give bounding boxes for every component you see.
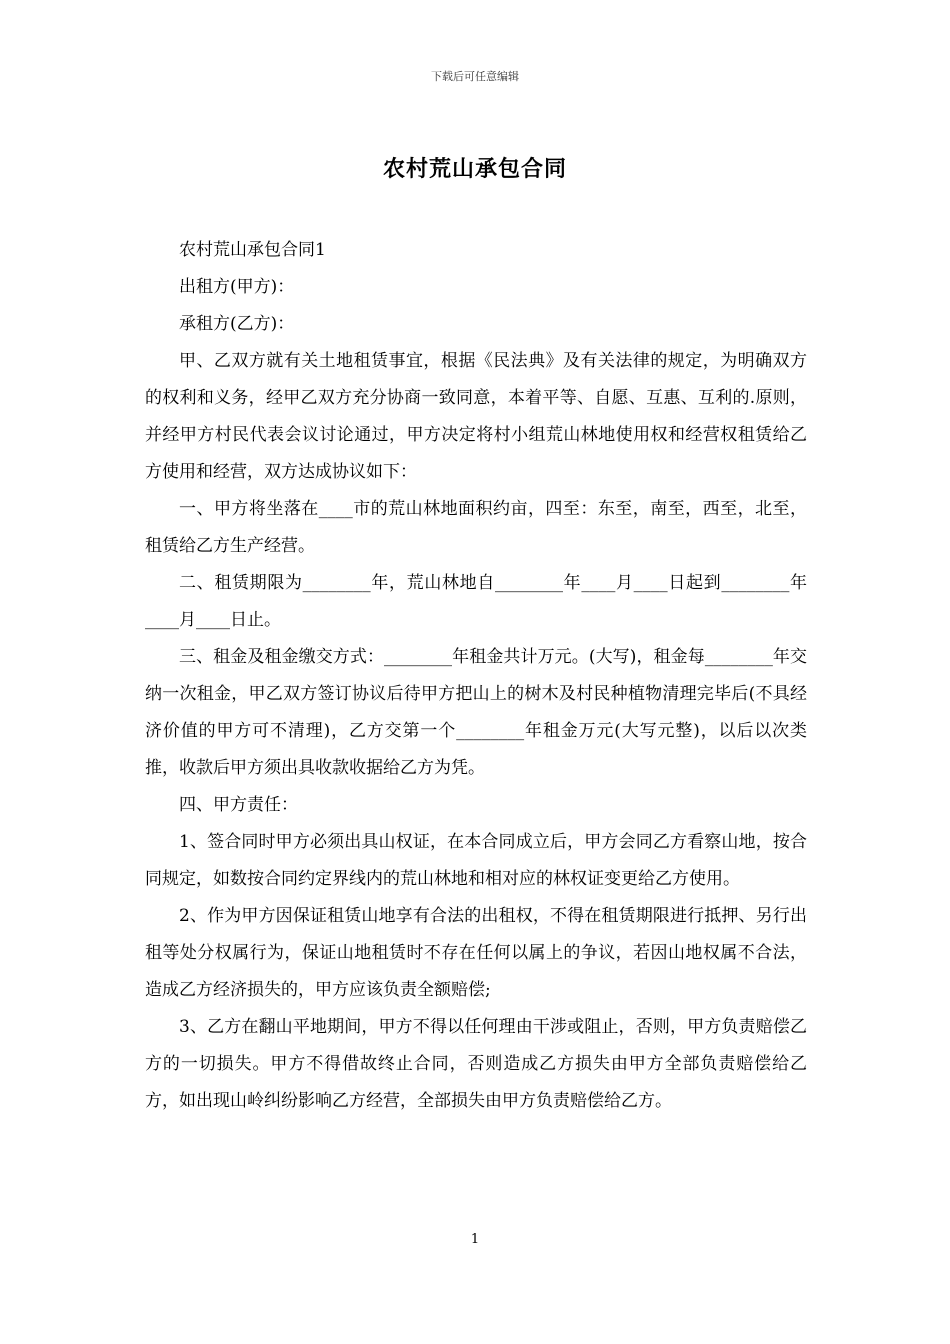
paragraph-duty-3: 3、乙方在翻山平地期间，甲方不得以任何理由干涉或阻止，否则，甲方负责赔偿乙方的一切损失。甲方不得借故终止合同，否则造成乙方损失由甲方全部负责赔偿给乙方，如出现山岭纠纷影响乙方经营，全部损失由甲方负责赔偿给乙方。: [145, 1017, 807, 1111]
paragraph-clause-2: 二、租赁期限为________年，荒山林地自________年____月____日起到________年____月____日止。: [145, 573, 807, 630]
paragraph-subtitle: 农村荒山承包合同1: [179, 240, 326, 260]
paragraph-lessor: 出租方(甲方)：: [179, 277, 295, 297]
paragraph-preamble: 甲、乙双方就有关土地租赁事宜，根据《民法典》及有关法律的规定，为明确双方的权利和义务，经甲乙双方充分协商一致同意，本着平等、自愿、互惠、互利的.原则，并经甲方村民代表会议讨论通过，甲方决定将村小组荒山林地使用权和经营权租赁给乙方使用和经营，双方达成协议如下：: [145, 351, 807, 482]
header-note: 下载后可任意编辑: [431, 70, 519, 83]
paragraph-duty-1: 1、签合同时甲方必须出具山权证，在本合同成立后，甲方会同乙方看察山地，按合同规定，如数按合同约定界线内的荒山林地和相对应的林权证变更给乙方使用。: [145, 832, 807, 889]
document-title: 农村荒山承包合同: [382, 157, 567, 182]
paragraph-lessee: 承租方(乙方)：: [179, 314, 295, 334]
paragraph-clause-3: 三、租金及租金缴交方式：________年租金共计万元。(大写)，租金每________年交纳一次租金，甲乙双方签订协议后待甲方把山上的树木及村民种植物清理完毕后(不具经济价值的甲方可不清理)，乙方交第一个________年租金万元(大写元整)，以后以次类推，收款后甲方须出具收款收据给乙方为凭。: [145, 647, 807, 778]
paragraph-duty-2: 2、作为甲方因保证租赁山地享有合法的出租权，不得在租赁期限进行抵押、另行出租等处分权属行为，保证山地租赁时不存在任何以属上的争议，若因山地权属不合法，造成乙方经济损失的，甲方应该负责全额赔偿;: [145, 906, 807, 1000]
paragraph-clause-1: 一、甲方将坐落在____市的荒山林地面积约亩，四至：东至，南至，西至，北至，租赁给乙方生产经营。: [145, 499, 807, 556]
page-number: 1: [470, 1232, 480, 1247]
contract-body: [145, 232, 807, 1120]
paragraph-clause-4-heading: 四、甲方责任：: [179, 795, 298, 815]
